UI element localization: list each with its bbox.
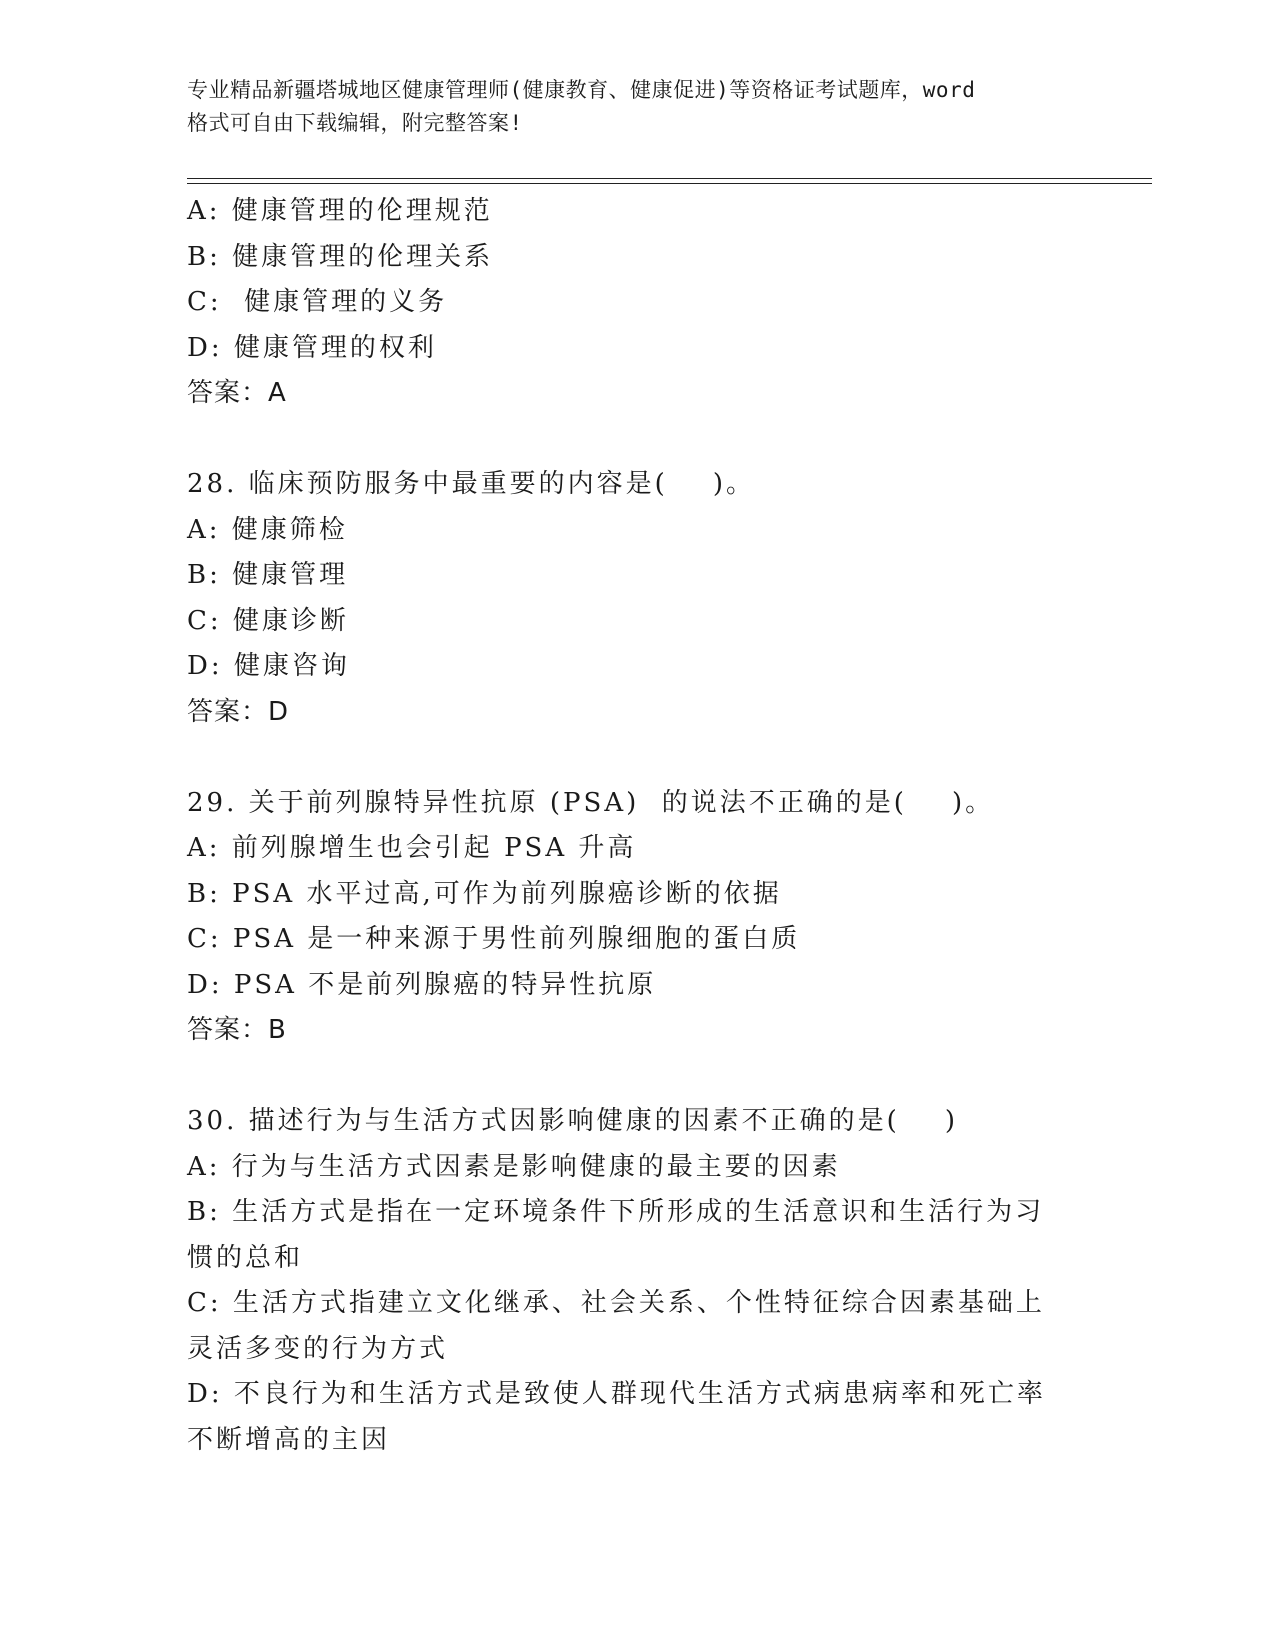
option-a: A: 前列腺增生也会引起 PSA 升高 [187,833,637,863]
question-text: 29. 关于前列腺特异性抗原 (PSA) 的说法不正确的是( )。 [187,787,995,818]
question-28 [187,462,1067,735]
option-c: C: 健康诊断 [187,605,349,636]
option-a: A: 健康筛检 [187,514,348,545]
answer-text: 答案：D [187,696,290,727]
header-line-1: 专业精品新疆塔城地区健康管理师(健康教育、健康促进)等资格证考试题库，word [187,78,976,102]
option-c: C: 健康管理的义务 [187,287,448,317]
spacer [187,1054,1067,1100]
header-divider-bottom [187,183,1152,184]
question-list [187,189,1067,1463]
question-text: 30. 描述行为与生活方式因影响健康的因素不正确的是( ) [187,1106,958,1136]
option-c: C: 生活方式指建立文化继承、社会关系、个性特征综合因素基础上灵活多变的行为方式 [187,1288,1045,1364]
option-b: B: 健康管理的伦理关系 [187,241,494,272]
option-b: B: PSA 水平过高,可作为前列腺癌诊断的依据 [187,878,782,909]
answer-text: 答案：B [187,1015,287,1045]
spacer [187,735,1067,781]
spacer [187,417,1067,463]
question-30 [187,1099,1067,1463]
answer-text: 答案：A [187,378,287,408]
question-29 [187,781,1067,1054]
option-c: C: PSA 是一种来源于男性前列腺细胞的蛋白质 [187,924,801,954]
option-b: B: 健康管理 [187,560,349,590]
option-d: D: PSA 不是前列腺癌的特异性抗原 [187,969,657,1000]
question-text: 28. 临床预防服务中最重要的内容是( )。 [187,469,755,499]
option-d: D: 健康管理的权利 [187,332,437,363]
option-a: A: 行为与生活方式因素是影响健康的最主要的因素 [187,1151,841,1182]
header-divider-top [187,178,1152,179]
header-line-2: 格式可自由下载编辑，附完整答案! [187,111,523,135]
option-a: A: 健康管理的伦理规范 [187,196,493,226]
question-27 [187,189,1067,417]
option-d: D: 健康咨询 [187,651,350,681]
option-d: D: 不良行为和生活方式是致使人群现代生活方式病患病率和死亡率不断增高的主因 [187,1379,1046,1455]
option-b: B: 生活方式是指在一定环境条件下所形成的生活意识和生活行为习惯的总和 [187,1197,1045,1273]
document-header [187,74,1087,140]
